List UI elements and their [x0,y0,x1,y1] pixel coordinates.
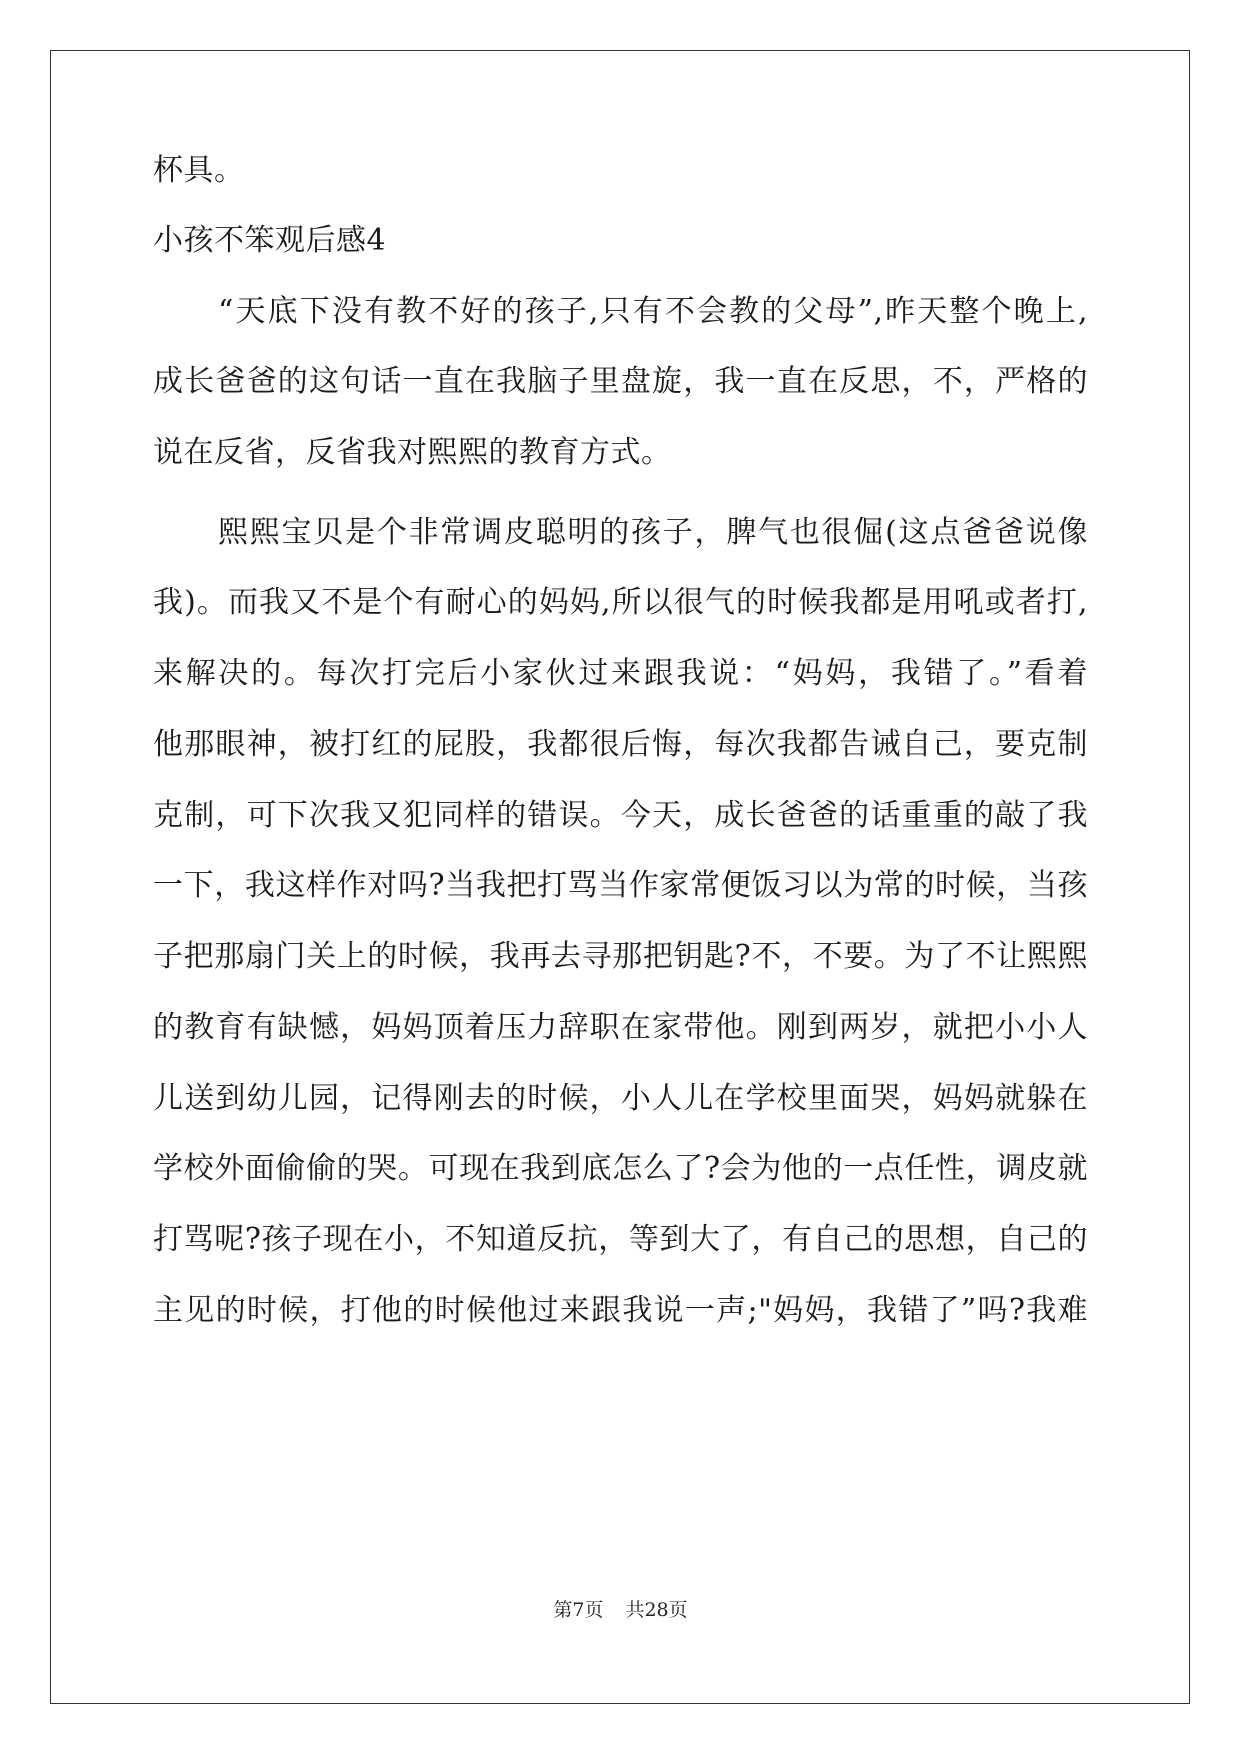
text-line: 一下，我这样作对吗?当我把打骂当作家常便饭习以为常的时候，当孩 [153,868,1088,903]
text-line: “天底下没有教不好的孩子,只有不会教的父母”,昨天整个晚上, [218,294,1088,329]
text-line: 说在反省，反省我对熙熙的教育方式。 [153,435,672,470]
text-line: 主见的时候，打他的时候他过来跟我说一声;"妈妈，我错了”吗?我难 [153,1293,1088,1328]
text-line: 我)。而我又不是个有耐心的妈妈,所以很气的时候我都是用吼或者打, [153,585,1088,620]
text-line: 克制，可下次我又犯同样的错误。今天，成长爸爸的话重重的敲了我 [153,798,1088,833]
section-heading: 小孩不笨观后感4 [153,223,387,258]
page-total: 共28页 [625,1599,688,1621]
text-line: 成长爸爸的这句话一直在我脑子里盘旋，我一直在反思，不，严格的 [153,364,1088,399]
text-line: 打骂呢?孩子现在小，不知道反抗，等到大了，有自己的思想，自己的 [153,1222,1088,1257]
text-line: 的教育有缺憾，妈妈顶着压力辞职在家带他。刚到两岁，就把小小人 [153,1010,1088,1045]
text-line: 他那眼神，被打红的屁股，我都很后悔，每次我都告诫自己，要克制 [153,727,1088,762]
text-line: 杯具。 [153,153,245,188]
text-line: 熙熙宝贝是个非常调皮聪明的孩子，脾气也很倔(这点爸爸说像 [218,515,1088,550]
text-line: 来解决的。每次打完后小家伙过来跟我说：“妈妈，我错了。”看着 [153,656,1088,691]
text-line: 儿送到幼儿园，记得刚去的时候，小人儿在学校里面哭，妈妈就躲在 [153,1081,1088,1116]
page-footer [0,1598,1241,1622]
page-number: 第7页 [553,1599,604,1621]
text-line: 学校外面偷偷的哭。可现在我到底怎么了?会为他的一点任性，调皮就 [153,1151,1088,1186]
text-line: 子把那扇门关上的时候，我再去寻那把钥匙?不，不要。为了不让熙熙 [153,939,1088,974]
